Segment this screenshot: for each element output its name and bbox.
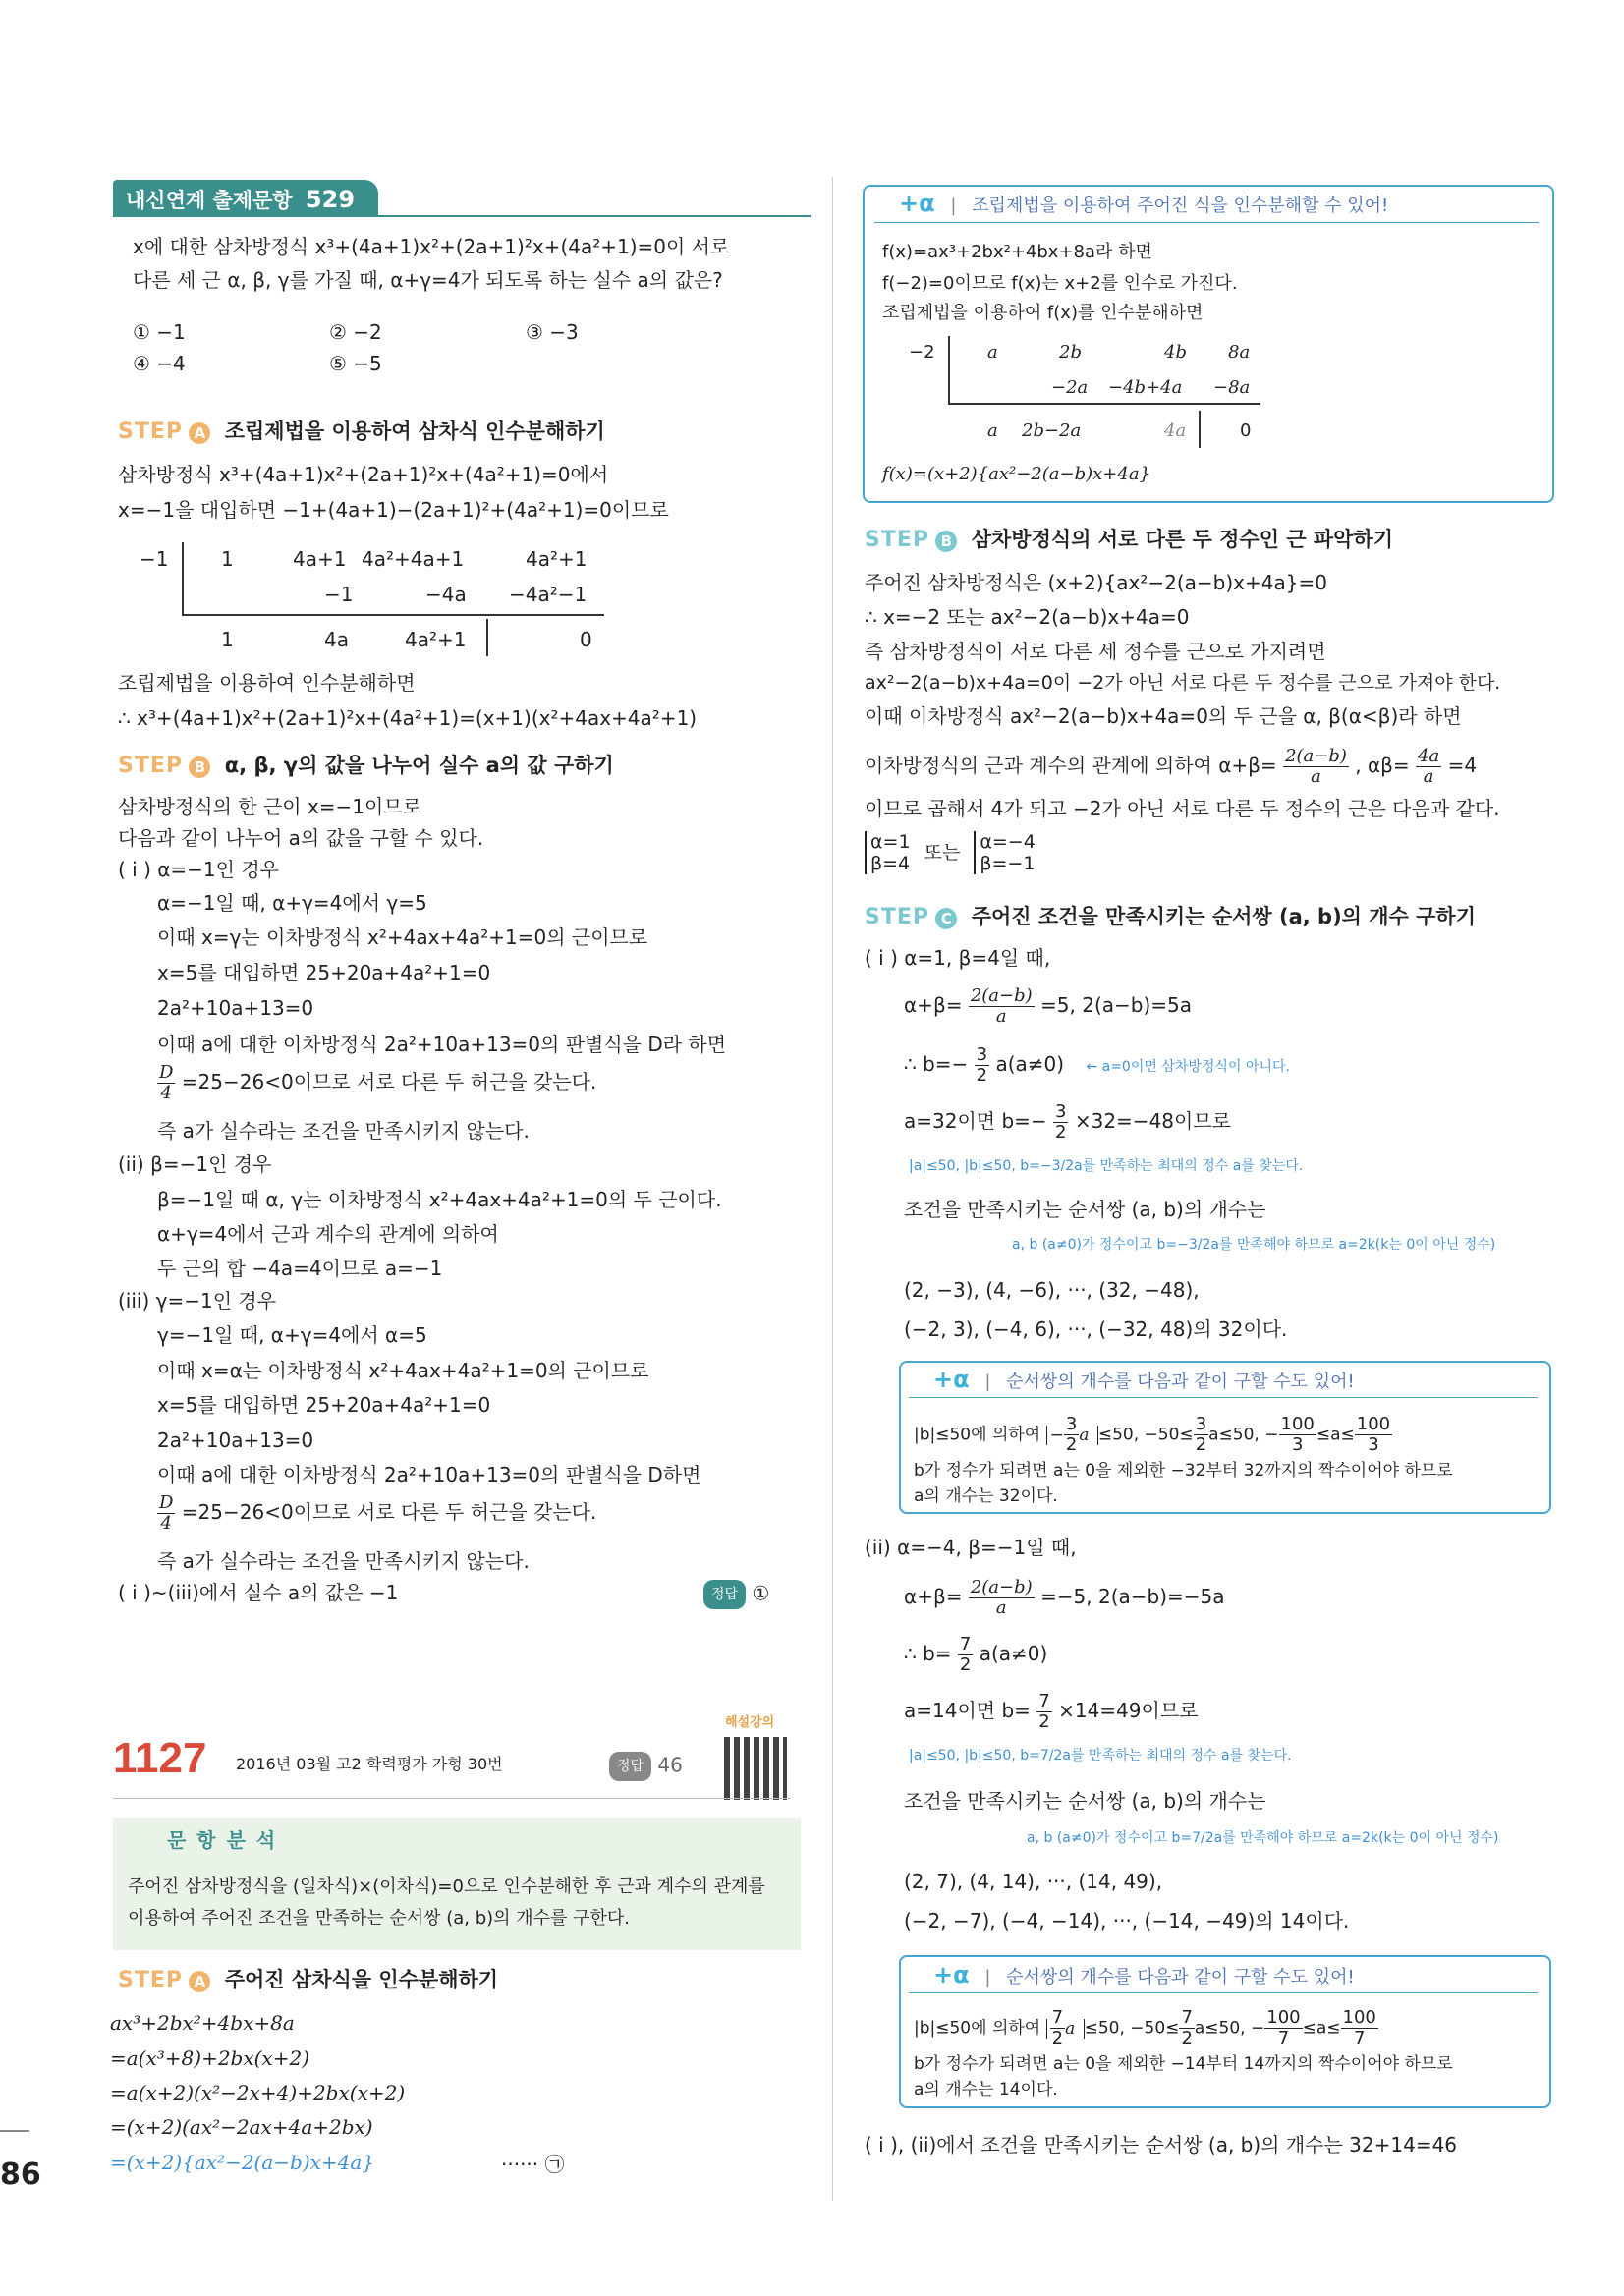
answer-529 — [703, 1580, 769, 1609]
b-line: ( i )~(iii)에서 실수 a의 값은 −1 — [118, 1581, 399, 1604]
frac-num: 7 — [1038, 1691, 1050, 1711]
fraction — [1064, 1415, 1079, 1455]
naesin-number: 529 — [305, 186, 356, 213]
frac-den: a — [995, 1597, 1007, 1618]
r-step-c-badge: C — [935, 908, 957, 929]
case2-list2: (−2, −7), (−4, −14), ···, (−14, −49)의 14이다. — [904, 1909, 1350, 1932]
case1-eq3 — [904, 1102, 1231, 1143]
note: ← a=0이면 삼차방정식이 아니다. — [1086, 1059, 1290, 1075]
text: ≤a≤ — [1302, 2018, 1341, 2039]
text: a — [1065, 2018, 1076, 2039]
case2-note2: a, b (a≠0)가 정수이고 b=7/2a를 만족해야 하므로 a=2k(k는 0이 아닌 정수) — [1027, 1830, 1499, 1846]
answer-1127 — [609, 1752, 683, 1781]
case2-list1: (2, 7), (4, 14), ···, (14, 49), — [904, 1870, 1163, 1893]
naesin-header — [126, 185, 355, 214]
case1-note2: a, b (a≠0)가 정수이고 b=−3/2a를 만족해야 하므로 a=2k(k는 0이 아닌 정수) — [1012, 1237, 1496, 1253]
choice-4: ④ −4 — [133, 352, 186, 375]
frac-den: a — [1311, 766, 1321, 787]
synth1-hline — [182, 614, 604, 616]
answer-badge: 정답 — [703, 1580, 746, 1609]
synth2-cell: a — [987, 342, 998, 363]
plus-3-line-3: a의 개수는 14이다. — [914, 2080, 1058, 2100]
analysis-line-1: 주어진 삼차방정식을 (일차식)×(이차식)=0으로 인수분해한 후 근과 계수의 관계를 — [128, 1876, 765, 1897]
text: |b|≤50에 의하여 — [914, 1425, 1041, 1445]
vieta-text: =4 — [1447, 754, 1478, 777]
plus-2-line-3: a의 개수는 32이다. — [914, 1486, 1058, 1506]
problem-line-1: x에 대한 삼차방정식 x³+(4a+1)x²+(2a+1)²x+(4a²+1)=0이 서로 — [133, 235, 730, 258]
text: |b|≤50에 의하여 — [914, 2018, 1041, 2039]
fraction — [1341, 2008, 1378, 2048]
b-line: 2a²+10a+13=0 — [157, 1428, 314, 1452]
step-a-badge: A — [189, 422, 210, 444]
step-b-badge: B — [189, 756, 210, 778]
synth1-cell: 0 — [580, 628, 592, 651]
synth2-vline — [948, 336, 950, 405]
frac-num: 2(a−b) — [970, 985, 1033, 1006]
factor-line: =(x+2)(ax²−2ax+4a+2bx) — [110, 2115, 373, 2139]
plus-2-header — [933, 1366, 1355, 1393]
naesin-label: 내신연계 출제문항 — [126, 189, 293, 212]
frac-den: 2 — [1051, 2028, 1064, 2048]
b-line: 2a²+10a+13=0 — [157, 996, 314, 1020]
b-line-text: =25−26<0이므로 서로 다른 두 허근을 갖는다. — [181, 1500, 597, 1524]
synth1-remainder-vline — [486, 619, 488, 656]
frac-num: 2(a−b) — [970, 1577, 1033, 1597]
step-b-heading — [118, 753, 614, 779]
b-line: α=−1일 때, α+γ=4에서 γ=5 — [157, 891, 427, 915]
synth2-remainder-vline — [1199, 411, 1201, 448]
plus-3-line-1 — [914, 2008, 1378, 2048]
a-after-1: 조립제법을 이용하여 인수분해하면 — [118, 671, 416, 695]
frac-den: 3 — [1368, 1434, 1379, 1455]
problem-source: 2016년 03월 고2 학력평가 가형 30번 — [236, 1755, 503, 1773]
final-answer-line: ( i ), (ii)에서 조건을 만족시키는 순서쌍 (a, b)의 개수는 32+14=46 — [865, 2133, 1458, 2156]
step-a2-label: STEP — [118, 1968, 184, 1992]
plus-1-header — [899, 190, 1388, 217]
factor-line: ax³+2bx²+4bx+8a — [110, 2011, 295, 2035]
fraction — [1264, 2008, 1302, 2048]
plus-1-line: f(−2)=0이므로 f(x)는 x+2를 인수로 가진다. — [882, 273, 1238, 294]
synth1-cell: −1 — [324, 583, 354, 606]
r-b-line: 이때 이차방정식 ax²−2(a−b)x+4a=0의 두 근을 α, β(α<β)라 하면 — [865, 704, 1462, 728]
frac-den: 7 — [1277, 2028, 1290, 2048]
case1-list2: (−2, 3), (−4, 6), ···, (−32, 48)의 32이다. — [904, 1317, 1288, 1341]
vieta-text: , αβ= — [1355, 754, 1410, 777]
synth2-cell: 4a — [1164, 420, 1187, 441]
b-line-text: =25−26<0이므로 서로 다른 두 허근을 갖는다. — [181, 1070, 597, 1093]
synth1-cell: 1 — [221, 547, 234, 571]
eq-text: ∴ b= — [904, 1642, 952, 1665]
fraction — [969, 986, 1035, 1027]
factor-mark: ······ ㉠ — [501, 2153, 565, 2176]
analysis-title: 문 항 분 석 — [167, 1828, 278, 1852]
choice-3: ③ −3 — [526, 320, 579, 344]
video-label: 해설강의 — [725, 1715, 775, 1730]
r-b-line: ax²−2(a−b)x+4a=0이 −2가 아닌 서로 다른 두 정수를 근으로 가져야 한다. — [865, 672, 1501, 694]
plus-1-line: 조립제법을 이용하여 f(x)를 인수분해하면 — [882, 303, 1204, 323]
synth2-cell: 2b−2a — [1022, 420, 1082, 441]
fraction-sum — [1283, 747, 1349, 787]
r-step-c-title: 주어진 조건을 만족시키는 순서쌍 (a, b)의 개수 구하기 — [971, 905, 1477, 928]
frac-den: 2 — [1038, 1711, 1050, 1732]
b-line: ( i ) α=−1인 경우 — [118, 858, 279, 881]
synth2-cell: 2b — [1059, 342, 1082, 363]
case1-cond: 조건을 만족시키는 순서쌍 (a, b)의 개수는 — [904, 1198, 1266, 1221]
plus-separator: | — [950, 196, 957, 216]
frac-num: 3 — [1195, 1414, 1207, 1434]
frac-num: 7 — [1181, 2007, 1193, 2028]
eq-text: a=14이면 b= — [904, 1699, 1031, 1722]
root-pairs — [865, 831, 1036, 874]
eq-text: ×32=−48이므로 — [1074, 1109, 1231, 1133]
synth1-divisor: −1 — [140, 547, 169, 571]
r-step-b-heading — [865, 527, 1393, 553]
page-edge-bar — [0, 2130, 29, 2132]
step-a2-title: 주어진 삼차식을 인수분해하기 — [224, 1968, 499, 1991]
fraction — [1279, 1415, 1316, 1455]
frac-num: 100 — [1342, 2007, 1376, 2028]
eq-text: =−5, 2(a−b)=−5a — [1040, 1585, 1225, 1608]
r-b-vieta — [865, 747, 1477, 787]
frac-den: 7 — [1353, 2028, 1366, 2048]
b-line: 이때 x=α는 이차방정식 x²+4ax+4a²+1=0의 근이므로 — [157, 1359, 649, 1382]
fraction-D4 — [157, 1063, 175, 1103]
frac-num: D — [159, 1492, 174, 1513]
synth2-cell: −4b+4a — [1108, 377, 1183, 398]
b-line: β=−1일 때 α, γ는 이차방정식 x²+4ax+4a²+1=0의 두 근이다. — [157, 1188, 722, 1211]
synth2-cell: −8a — [1213, 377, 1251, 398]
fraction — [1050, 2008, 1065, 2048]
synth1-cell: 4a²+1 — [405, 628, 467, 651]
synth2-cell: 0 — [1240, 420, 1252, 441]
case2-cond: 조건을 만족시키는 순서쌍 (a, b)의 개수는 — [904, 1789, 1266, 1813]
frac-num: 3 — [1065, 1414, 1078, 1434]
plus-1-rule — [874, 222, 1539, 223]
fraction — [1053, 1102, 1068, 1143]
root-pair-1b: β=4 — [870, 853, 911, 874]
frac-den: 4 — [160, 1083, 172, 1103]
factor-line: =a(x+2)(x²−2x+4)+2bx(x+2) — [110, 2081, 406, 2104]
b-line: 두 근의 합 −4a=4이므로 a=−1 — [157, 1257, 443, 1280]
answer-badge: 정답 — [609, 1752, 651, 1781]
root-pair-1a: α=1 — [870, 831, 911, 853]
synth1-vline — [182, 542, 184, 616]
a-line-1: 삼차방정식 x³+(4a+1)x²+(2a+1)²x+(4a²+1)=0에서 — [118, 463, 609, 486]
plus-3-line-2: b가 정수가 되려면 a는 0을 제외한 −14부터 14까지의 짝수이어야 하므로 — [914, 2054, 1453, 2074]
synth2-cell: 8a — [1228, 342, 1251, 363]
b-line: x=5를 대입하면 25+20a+4a²+1=0 — [157, 961, 491, 984]
r-step-c-heading — [865, 904, 1476, 930]
factor-line: =a(x³+8)+2bx(x+2) — [110, 2046, 309, 2070]
frac-den: 2 — [1195, 1434, 1207, 1455]
b-line: (ii) β=−1인 경우 — [118, 1152, 272, 1176]
synth1-cell: 4a²+1 — [526, 547, 588, 571]
b-line: 즉 a가 실수라는 조건을 만족시키지 않는다. — [157, 1549, 530, 1573]
frac-den: 2 — [1065, 1434, 1078, 1455]
text: a≤50, − — [1208, 1425, 1279, 1445]
case1-head: ( i ) α=1, β=4일 때, — [865, 946, 1051, 970]
text: a≤50, − — [1194, 2018, 1265, 2039]
case2-note1: |a|≤50, |b|≤50, b=7/2a를 만족하는 최대의 정수 a를 찾는다. — [909, 1748, 1292, 1764]
case2-eq3 — [904, 1692, 1198, 1732]
fraction — [975, 1045, 989, 1086]
case1-eq1 — [904, 986, 1192, 1027]
step-a-label: STEP — [118, 420, 184, 444]
synth1-cell: −4a — [425, 583, 467, 606]
eq-text: a(a≠0) — [995, 1052, 1065, 1076]
b-line: x=5를 대입하면 25+20a+4a²+1=0 — [157, 1393, 491, 1417]
frac-num: 7 — [959, 1634, 972, 1654]
plus-box-1 — [863, 185, 1554, 503]
synth1-cell: 4a+1 — [293, 547, 347, 571]
r-step-b-badge: B — [935, 531, 957, 552]
case1-note1: |a|≤50, |b|≤50, b=−3/2a를 만족하는 최대의 정수 a를 찾는다. — [909, 1158, 1304, 1174]
text: a — [1079, 1425, 1090, 1445]
plus-2-rule — [909, 1397, 1538, 1398]
synth2-cell: a — [987, 420, 998, 441]
synth2-divisor: −2 — [909, 342, 935, 363]
synth2-cell: −2a — [1051, 377, 1089, 398]
plus-2-line-1 — [914, 1415, 1392, 1455]
frac-num: 2(a−b) — [1285, 746, 1347, 766]
case2-eq1 — [904, 1578, 1225, 1618]
text: ≤a≤ — [1316, 1425, 1355, 1445]
frac-num: 3 — [1055, 1101, 1067, 1122]
frac-den: 4 — [160, 1513, 172, 1534]
r-step-c-label: STEP — [865, 905, 930, 929]
case1-list1: (2, −3), (4, −6), ···, (32, −48), — [904, 1278, 1200, 1302]
frac-num: 7 — [1051, 2007, 1064, 2028]
fraction — [1355, 1415, 1392, 1455]
synth1-cell: 4a²+4a+1 — [362, 547, 465, 571]
step-b-label: STEP — [118, 754, 184, 778]
fraction-prod — [1416, 747, 1441, 787]
choice-5: ⑤ −5 — [329, 352, 382, 375]
b-line-frac — [157, 1063, 596, 1103]
frac-num: 4a — [1418, 746, 1440, 766]
qr-code-icon[interactable] — [724, 1737, 787, 1800]
plus-1-result: f(x)=(x+2){ax²−2(a−b)x+4a} — [882, 464, 1151, 484]
synth1-cell: 1 — [221, 628, 234, 651]
b-line: 이때 a에 대한 이차방정식 2a²+10a+13=0의 판별식을 D하면 — [157, 1463, 701, 1486]
r-step-b-title: 삼차방정식의 서로 다른 두 정수인 근 파악하기 — [971, 528, 1394, 551]
eq-text: a=32이면 b=− — [904, 1109, 1047, 1133]
eq-text: α+β= — [904, 993, 963, 1017]
case2-eq2 — [904, 1635, 1047, 1675]
frac-den: 2 — [959, 1654, 972, 1675]
plus-alpha-icon: +α — [933, 1366, 970, 1393]
frac-den: 3 — [1291, 1434, 1304, 1455]
frac-num: 100 — [1266, 2007, 1301, 2028]
eq-text: =5, 2(a−b)=5a — [1040, 993, 1193, 1017]
problem-rule — [113, 1798, 791, 1799]
vieta-text: 이차방정식의 근과 계수의 관계에 의하여 α+β= — [865, 754, 1277, 777]
frac-den: 2 — [976, 1065, 988, 1086]
frac-den: a — [995, 1006, 1007, 1027]
naesin-underline — [113, 215, 811, 217]
fraction — [1179, 2008, 1194, 2048]
synth2-cell: 4b — [1164, 342, 1187, 363]
a-after-2: ∴ x³+(4a+1)x²+(2a+1)²x+(4a²+1)=(x+1)(x²+4ax+4a²+1) — [118, 706, 698, 730]
plus-1-title: 조립제법을 이용하여 주어진 식을 인수분해할 수 있어! — [972, 196, 1389, 216]
a-line-2: x=−1을 대입하면 −1+(4a+1)−(2a+1)²+(4a²+1)=0이므로 — [118, 498, 669, 522]
answer-value: ① — [752, 1581, 770, 1605]
frac-num: 100 — [1356, 1414, 1391, 1434]
b-line: 즉 a가 실수라는 조건을 만족시키지 않는다. — [157, 1119, 530, 1143]
b-line-frac — [157, 1493, 596, 1534]
fraction — [958, 1635, 973, 1675]
step-a-title: 조립제법을 이용하여 삼차식 인수분해하기 — [224, 420, 605, 443]
frac-num: 100 — [1280, 1414, 1315, 1434]
step-a-heading — [118, 419, 605, 445]
b-line: 다음과 같이 나누어 a의 값을 구할 수 있다. — [118, 826, 484, 850]
synth2-hline — [948, 403, 1260, 405]
eq-text: α+β= — [904, 1585, 963, 1608]
plus-alpha-icon: +α — [899, 190, 935, 217]
synth1-cell: −4a²−1 — [509, 583, 588, 606]
step-a2-badge: A — [189, 1971, 210, 1992]
r-step-b-label: STEP — [865, 528, 930, 552]
r-b-line: 즉 삼차방정식이 서로 다른 세 정수를 근으로 가지려면 — [865, 640, 1326, 663]
fraction — [1194, 1415, 1208, 1455]
text: ≤50, −50≤ — [1084, 2018, 1180, 2039]
b-line: 삼차방정식의 한 근이 x=−1이므로 — [118, 795, 421, 818]
choice-2: ② −2 — [329, 320, 382, 344]
plus-2-line-2: b가 정수가 되려면 a는 0을 제외한 −32부터 32까지의 짝수이어야 하므로 — [914, 1461, 1453, 1481]
problem-line-2: 다른 세 근 α, β, γ를 가질 때, α+γ=4가 되도록 하는 실수 a의 값은? — [133, 268, 723, 292]
eq-text: a(a≠0) — [979, 1642, 1048, 1665]
plus-separator: | — [984, 1372, 991, 1392]
plus-3-title: 순서쌍의 개수를 다음과 같이 구할 수도 있어! — [1006, 1967, 1355, 1988]
text: − — [1049, 1425, 1064, 1445]
frac-num: 3 — [976, 1044, 988, 1065]
plus-3-rule — [909, 1992, 1538, 1993]
case2-head: (ii) α=−4, β=−1일 때, — [865, 1536, 1077, 1559]
answer-value: 46 — [657, 1753, 683, 1777]
frac-num: D — [159, 1062, 174, 1083]
b-line: (iii) γ=−1인 경우 — [118, 1289, 277, 1313]
plus-3-header — [933, 1961, 1355, 1988]
frac-den: a — [1423, 766, 1434, 787]
root-pair-2b: β=−1 — [980, 853, 1036, 874]
synth1-cell: 4a — [324, 628, 349, 651]
step-b-title: α, β, γ의 값을 나누어 실수 a의 값 구하기 — [224, 754, 614, 777]
r-b-line: 이므로 곱해서 4가 되고 −2가 아닌 서로 다른 두 정수의 근은 다음과 같다. — [865, 797, 1500, 820]
r-b-line: ∴ x=−2 또는 ax²−2(a−b)x+4a=0 — [865, 605, 1190, 629]
analysis-line-2: 이용하여 주어진 조건을 만족하는 순서쌍 (a, b)의 개수를 구한다. — [128, 1908, 631, 1929]
root-pair-2a: α=−4 — [980, 831, 1036, 853]
r-b-line: 주어진 삼차방정식은 (x+2){ax²−2(a−b)x+4a}=0 — [865, 571, 1327, 594]
plus-1-line: f(x)=ax³+2bx²+4bx+8a라 하면 — [882, 242, 1152, 262]
plus-separator: | — [984, 1967, 991, 1988]
fraction — [969, 1578, 1035, 1618]
eq-text: ∴ b=− — [904, 1052, 969, 1076]
step-a2-heading — [118, 1967, 498, 1993]
b-line: 이때 x=γ는 이차방정식 x²+4ax+4a²+1=0의 근이므로 — [157, 925, 648, 949]
text: ≤50, −50≤ — [1097, 1425, 1194, 1445]
fraction — [1036, 1692, 1051, 1732]
page-number: 86 — [0, 2157, 41, 2192]
b-line: α+γ=4에서 근과 계수의 관계에 의하여 — [157, 1222, 499, 1246]
eq-text: ×14=49이므로 — [1058, 1699, 1199, 1722]
problem-number-1127: 1127 — [113, 1734, 207, 1782]
root-or: 또는 — [924, 841, 961, 864]
plus-alpha-icon: +α — [933, 1961, 970, 1988]
frac-den: 2 — [1055, 1122, 1067, 1143]
b-line: 이때 a에 대한 이차방정식 2a²+10a+13=0의 판별식을 D라 하면 — [157, 1033, 727, 1056]
column-divider — [832, 177, 833, 2201]
plus-2-title: 순서쌍의 개수를 다음과 같이 구할 수도 있어! — [1006, 1372, 1355, 1392]
choice-1: ① −1 — [133, 320, 186, 344]
b-line: γ=−1일 때, α+γ=4에서 α=5 — [157, 1323, 427, 1347]
frac-den: 2 — [1181, 2028, 1193, 2048]
case1-eq2 — [904, 1045, 1290, 1086]
fraction-D4 — [157, 1493, 175, 1534]
factor-line: =(x+2){ax²−2(a−b)x+4a} — [110, 2151, 375, 2174]
